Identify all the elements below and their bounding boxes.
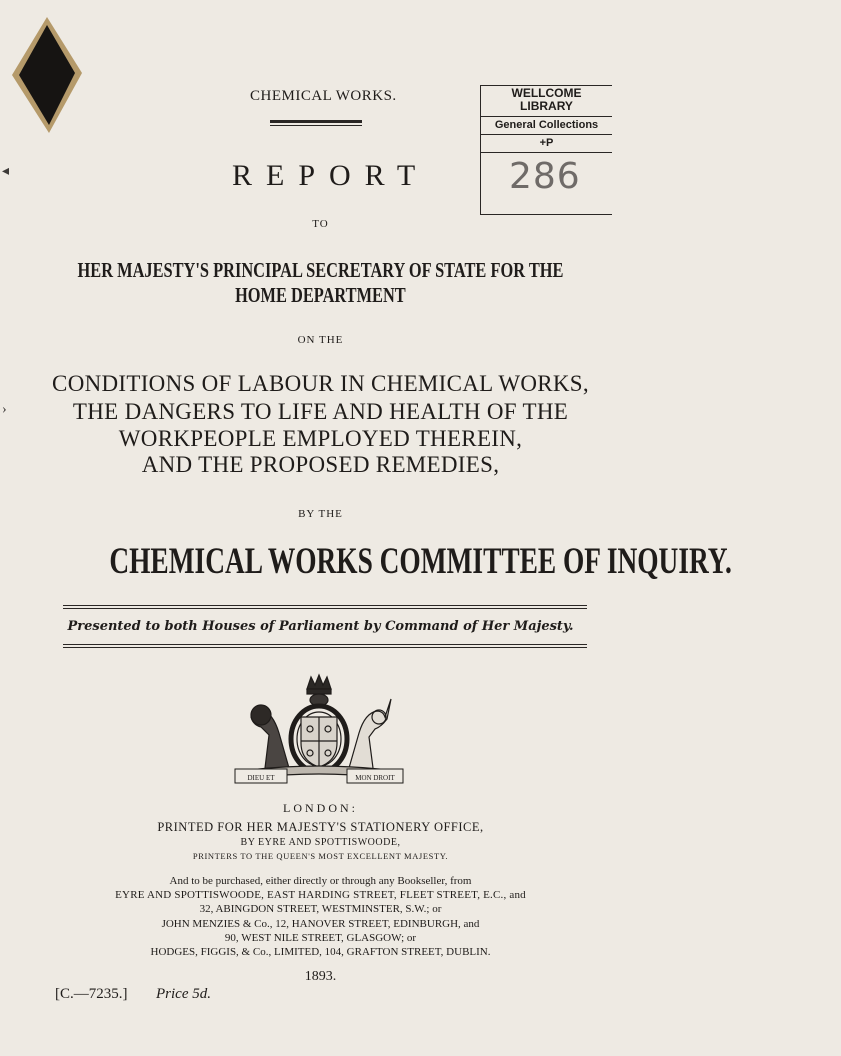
bottom-rule [63,644,587,645]
seller2-line1: JOHN MENZIES & Co., 12, HANOVER STREET, EDINBURGH, and [161,918,480,930]
presented-wrap [0,618,641,634]
addressee-line1-wrap [0,258,641,283]
stamp-shelf: +P [481,135,612,153]
stamp-collection: General Collections [481,117,612,135]
series-title: CHEMICAL WORKS. [250,88,397,104]
margin-mark: ◂ [2,164,10,179]
imprint-printers: PRINTERS TO THE QUEEN'S MOST EXCELLENT MAJESTY. [192,851,449,861]
title-rule [270,120,362,123]
seller1-line2: 32, ABINGDON STREET, WESTMINSTER, S.W.; or [199,903,442,915]
price: Price 5d. [156,986,211,1002]
stamp-number: 286 [509,156,581,197]
by-the-label: BY THE [298,508,343,520]
motto-right: MON DROIT [355,774,395,782]
imprint-printed-for: PRINTED FOR HER MAJESTY'S STATIONERY OFFICE, [157,820,484,834]
bottom-rule [63,647,587,648]
committee-title: CHEMICAL WORKS COMMITTEE OF INQUIRY. [109,541,732,582]
stamp-line2: LIBRARY [520,99,573,113]
seller1-line1: EYRE AND SPOTTISWOODE, EAST HARDING STREET, FLEET STREET, E.C., and [115,889,526,901]
addressee-line1: HER MAJESTY'S PRINCIPAL SECRETARY OF STATE FOR THE [77,258,564,282]
purchase-note: And to be purchased, either directly or through any Bookseller, from [169,875,472,887]
report-heading: REPORT [232,159,430,192]
imprint-by: BY EYRE AND SPOTTISWOODE, [240,837,401,848]
top-rule [63,605,587,606]
to-label: TO [312,218,329,230]
subject-line3: WORKPEOPLE EMPLOYED THEREIN, [118,426,523,451]
seller2-line2: 90, WEST NILE STREET, GLASGOW; or [224,932,417,944]
subject-line1: CONDITIONS OF LABOUR IN CHEMICAL WORKS, [52,371,589,396]
diamond-label-icon [12,17,82,133]
addressee-line2: HOME DEPARTMENT [235,283,406,307]
seller3: HODGES, FIGGIS, & Co., LIMITED, 104, GRAFTON STREET, DUBLIN. [150,946,491,958]
publication-year: 1893. [304,969,337,984]
stamp-line1: WELLCOME [511,86,582,100]
royal-coat-of-arms-icon [231,673,407,788]
title-rule [270,125,362,126]
library-stamp [480,85,612,215]
margin-mark: › [2,402,7,417]
stamp-library [481,86,612,117]
top-rule [63,608,587,609]
imprint-city: LONDON: [283,801,358,815]
on-the-label: ON THE [297,334,344,346]
motto-left: DIEU ET [247,774,275,782]
subject-line2: THE DANGERS TO LIFE AND HEALTH OF THE [72,399,569,424]
presented-line: Presented to both Houses of Parliament by Command of Her Majesty. [67,619,574,634]
command-number: [C.—7235.] [55,986,128,1002]
committee-wrap [0,540,732,583]
addressee-line2-wrap [0,283,641,308]
subject-line4: AND THE PROPOSED REMEDIES, [141,452,500,477]
